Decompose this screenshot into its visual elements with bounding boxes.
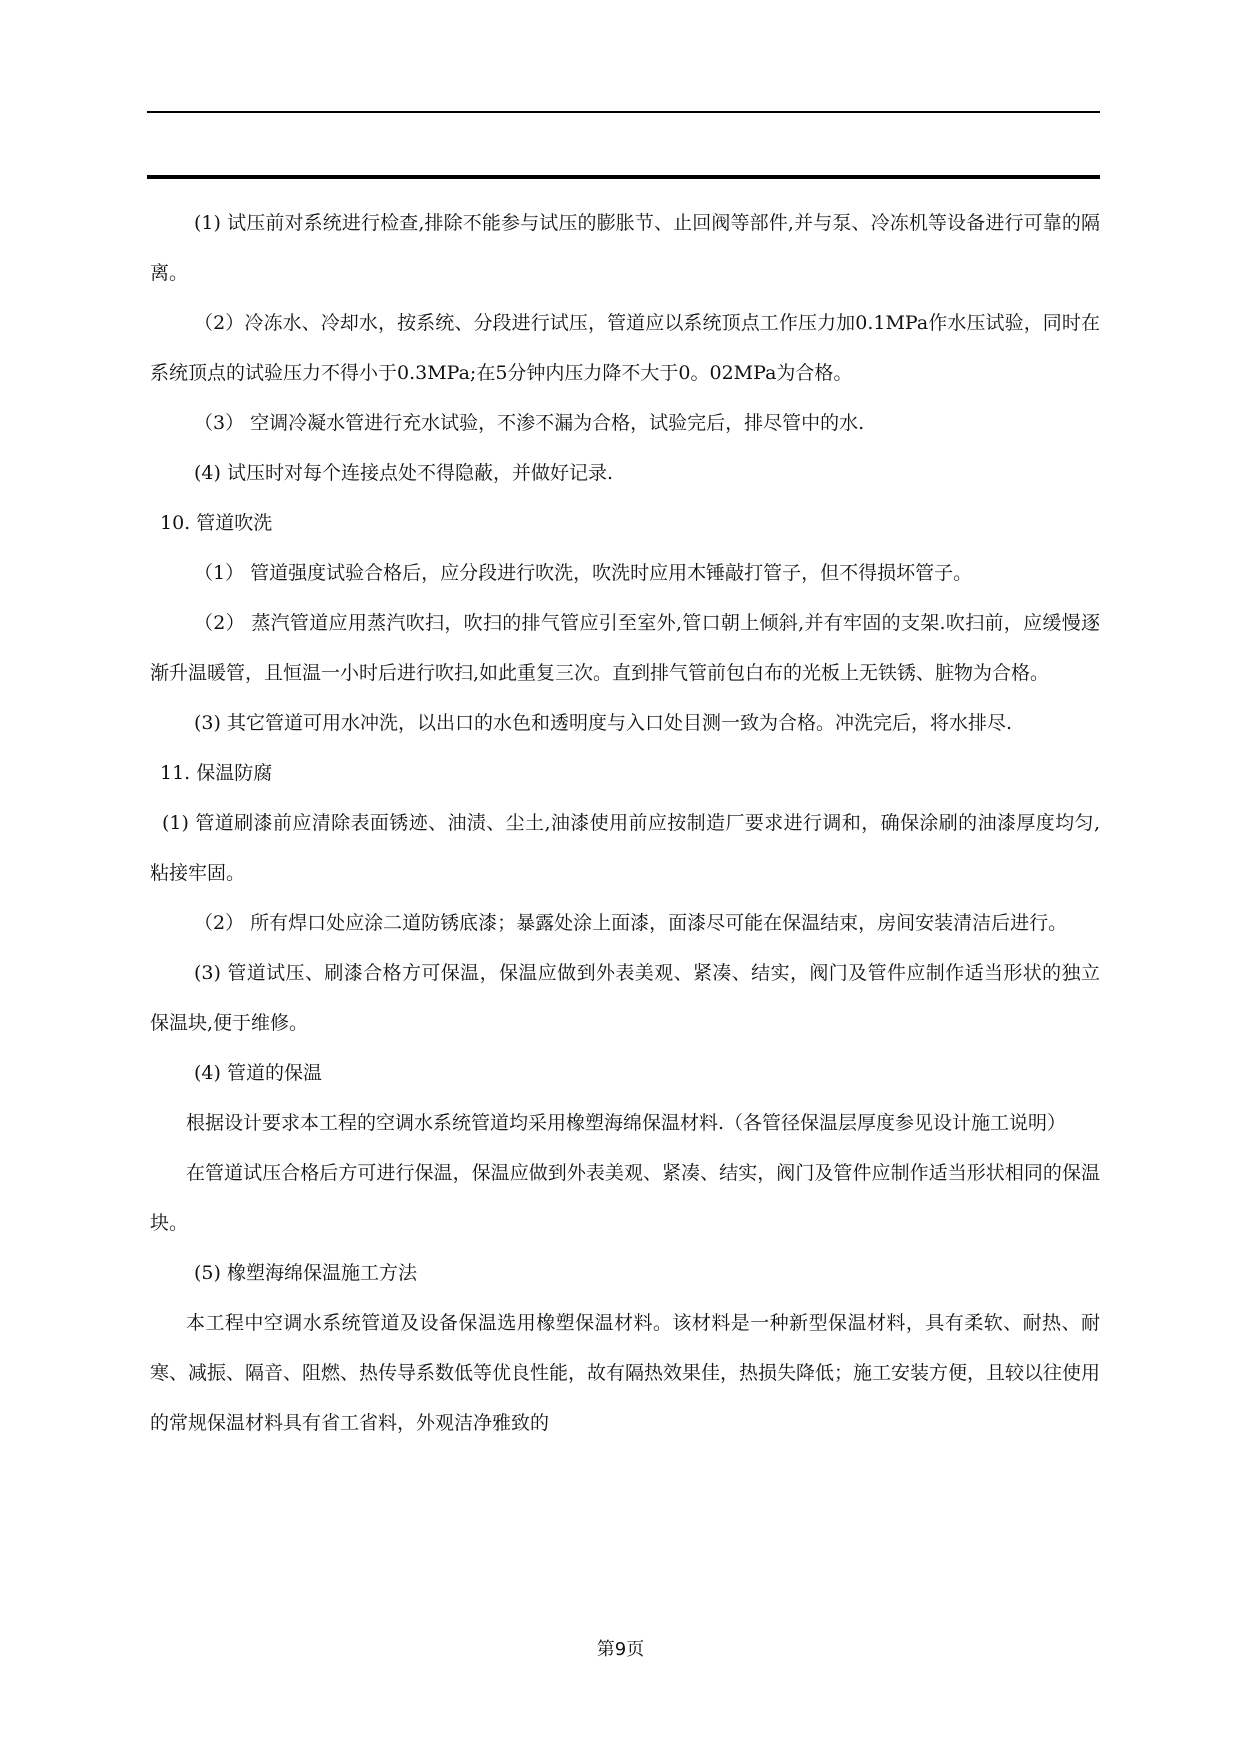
paragraph: (1) 管道刷漆前应清除表面锈迹、油渍、尘土,油漆使用前应按制造厂要求进行调和，确保涂刷的油漆厚度均匀,粘接牢固。 <box>150 812 1100 884</box>
paragraph: （2） 蒸汽管道应用蒸汽吹扫，吹扫的排气管应引至室外,管口朝上倾斜,并有牢固的支架.吹扫前，应缓慢逐渐升温暖管，且恒温一小时后进行吹扫,如此重复三次。直到排气管前包白布的光板上无铁锈、脏物为合格。 <box>150 612 1100 684</box>
section-heading: 10. 管道吹洗 <box>160 512 273 534</box>
paragraph: （1） 管道强度试验合格后，应分段进行吹洗，吹洗时应用木锤敲打管子，但不得损坏管子。 <box>194 562 973 584</box>
header-rule-thin <box>147 111 1100 113</box>
paragraph: （2）冷冻水、冷却水，按系统、分段进行试压，管道应以系统顶点工作压力加0.1MPa作水压试验，同时在系统顶点的试验压力不得小于0.3MPa;在5分钟内压力降不大于0。02MPa为合格。 <box>150 312 1100 384</box>
paragraph: 根据设计要求本工程的空调水系统管道均采用橡塑海绵保温材料.（各管径保温层厚度参见设计施工说明） <box>186 1112 1067 1134</box>
paragraph: （3） 空调冷凝水管进行充水试验，不渗不漏为合格，试验完后，排尽管中的水. <box>194 412 865 434</box>
subsection-heading: (5) 橡塑海绵保温施工方法 <box>194 1262 417 1284</box>
page-number: 第9页 <box>596 1639 645 1660</box>
paragraph: （2） 所有焊口处应涂二道防锈底漆；暴露处涂上面漆，面漆尽可能在保温结束，房间安装清洁后进行。 <box>194 912 1068 934</box>
subsection-heading: (4) 管道的保温 <box>194 1062 322 1084</box>
paragraph: (3) 其它管道可用水冲洗，以出口的水色和透明度与入口处目测一致为合格。冲洗完后，将水排尽. <box>194 712 1012 734</box>
paragraph: 本工程中空调水系统管道及设备保温选用橡塑保温材料。该材料是一种新型保温材料，具有柔软、耐热、耐寒、减振、隔音、阻燃、热传导系数低等优良性能，故有隔热效果佳，热损失降低；施工安装方便，且较以往使用的常规保温材料具有省工省料，外观洁净雅致的 <box>150 1312 1101 1434</box>
paragraph: (4) 试压时对每个连接点处不得隐蔽，并做好记录. <box>194 462 613 484</box>
paragraph: 在管道试压合格后方可进行保温，保温应做到外表美观、紧凑、结实，阀门及管件应制作适当形状相同的保温块。 <box>150 1162 1100 1234</box>
header-rule-thick <box>147 175 1100 179</box>
section-heading: 11. 保温防腐 <box>160 762 273 784</box>
paragraph: (3) 管道试压、刷漆合格方可保温，保温应做到外表美观、紧凑、结实，阀门及管件应制作适当形状的独立保温块,便于维修。 <box>150 962 1100 1034</box>
document-body <box>150 198 1100 1448</box>
paragraph: (1) 试压前对系统进行检查,排除不能参与试压的膨胀节、止回阀等部件,并与泵、冷冻机等设备进行可靠的隔离。 <box>150 212 1100 284</box>
